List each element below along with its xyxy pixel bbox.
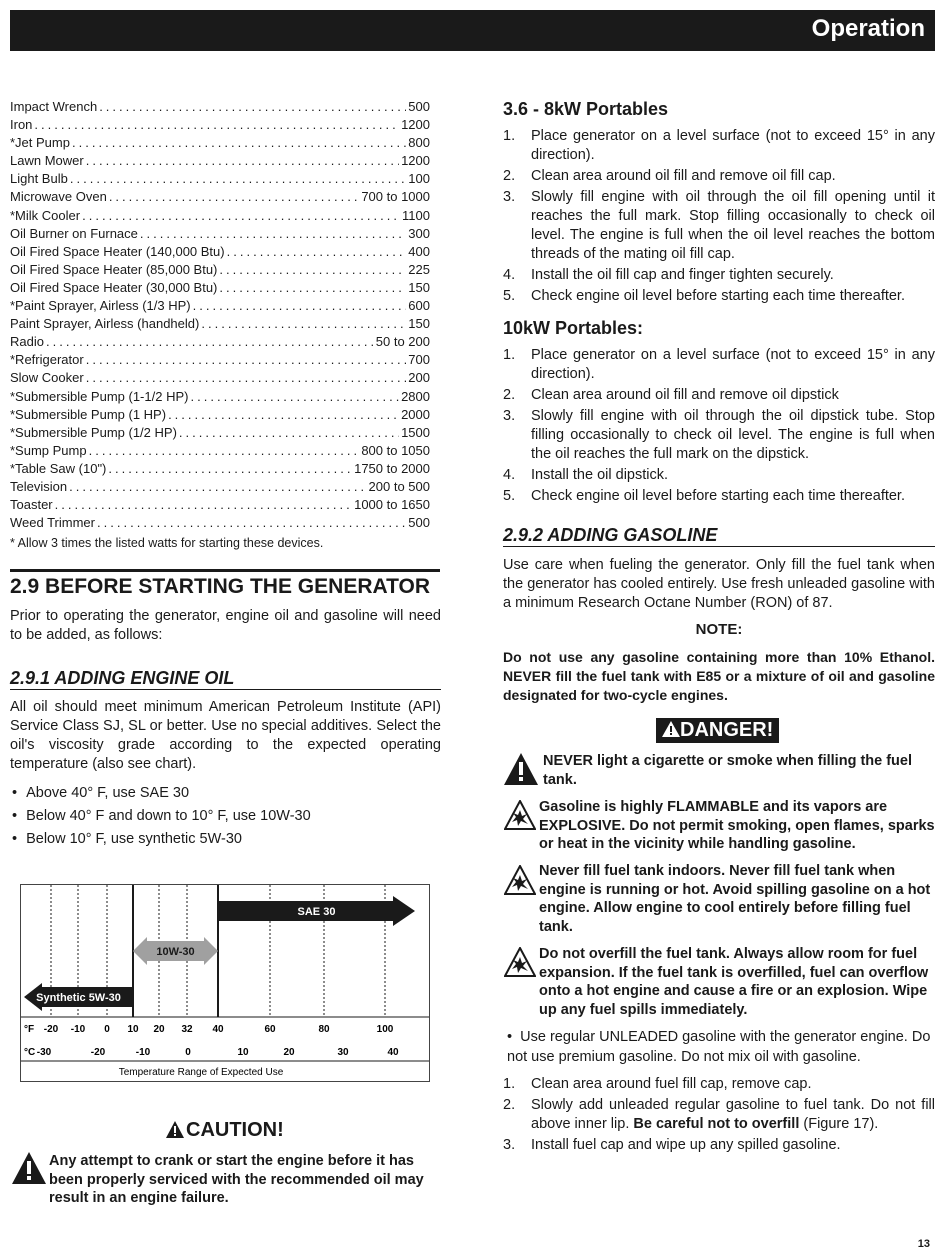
danger-warning-3: Never fill fuel tank indoors. Never fill fuel tank when engine is running or hot. Avoid spilling gasoline on a hot engine. Allow engine to cool entirely before filling fuel tank. (539, 863, 931, 935)
appliance-name: Lawn Mower (10, 153, 84, 169)
list-item: 5. Check engine oil level before starting each time thereafter. (503, 288, 905, 304)
appliance-name: *Sump Pump (10, 442, 87, 458)
list-item: • Below 10° F, use synthetic 5W-30 (12, 828, 442, 851)
watts-value: 200 to 500 (368, 478, 430, 494)
appliance-name: *Table Saw (10") (10, 460, 107, 476)
table-row (10, 369, 430, 387)
appliance-name: Light Bulb (10, 171, 68, 187)
list-item: 2. Clean area around oil fill and remove oil fill cap. (503, 168, 836, 184)
tick-label: 100 (376, 1024, 394, 1035)
dot-leader (89, 442, 360, 460)
table-row (10, 207, 430, 225)
fahrenheit-unit: °F (24, 1024, 35, 1035)
caution-label: CAUTION! (186, 1119, 284, 1141)
list-item: 1. Place generator on a level surface (not to exceed 15° in any direction). (503, 347, 935, 382)
tick-label: -10 (135, 1047, 151, 1058)
tick-label: 20 (153, 1024, 165, 1035)
danger-warning-1: NEVER light a cigarette or smoke when filling the fuel tank. (543, 753, 913, 788)
watts-value: 300 (408, 225, 430, 241)
watts-value: 200 (408, 370, 430, 386)
section-title-2-9-2: 2.9.2 ADDING GASOLINE (503, 525, 935, 547)
dot-leader (193, 297, 407, 315)
series-label: Synthetic 5W-30 (36, 992, 121, 1004)
watts-value: 2800 (401, 388, 430, 404)
danger-triangle-icon (504, 753, 538, 785)
tick-label: -20 (43, 1024, 59, 1035)
appliance-name: Oil Burner on Furnace (10, 225, 138, 241)
tick-label: 30 (337, 1047, 349, 1058)
dot-leader (97, 514, 406, 532)
danger-label: DANGER! (680, 719, 774, 741)
table-row (10, 152, 430, 170)
dot-leader (179, 424, 399, 442)
tick-label: 10 (237, 1047, 249, 1058)
appliance-name: *Submersible Pump (1/2 HP) (10, 424, 177, 440)
series-label: 10W-30 (156, 946, 195, 958)
header-title: Operation (811, 15, 925, 42)
portables-8kw-steps (503, 127, 935, 308)
watts-value: 700 (408, 352, 430, 368)
table-row (10, 279, 430, 297)
chart-svg (21, 885, 429, 1081)
dot-leader (201, 315, 406, 333)
table-row (10, 297, 430, 315)
dot-leader (86, 351, 407, 369)
table-row (10, 261, 430, 279)
table-row (10, 98, 430, 116)
note-text: Do not use any gasoline containing more than 10% Ethanol. NEVER fill the fuel tank with E85 or a mixture of oil and gasoline designated for two-cycle engines. (503, 649, 935, 703)
danger-badge (656, 718, 779, 743)
watts-value: 1000 to 1650 (354, 497, 430, 513)
page-number: 13 (917, 1238, 930, 1250)
section-title-2-9-1: 2.9.1 ADDING ENGINE OIL (10, 668, 441, 690)
list-item: 3. Slowly fill engine with oil through the oil dipstick tube. Stop filling occasionally to check oil level. The engine is full when the oil reaches the full mark on the dipstick. (503, 408, 935, 462)
watts-value: 500 (408, 99, 430, 114)
wattage-note: * Allow 3 times the listed watts for starting these devices. (10, 536, 324, 551)
tick-label: 10 (127, 1024, 139, 1035)
explosion-hazard-icon (504, 947, 536, 977)
celsius-unit: °C (24, 1047, 36, 1058)
watts-value: 1750 to 2000 (354, 460, 430, 476)
dot-leader (69, 478, 366, 496)
dot-leader (227, 243, 407, 261)
explosion-hazard-icon (504, 800, 536, 830)
tick-label: 0 (185, 1047, 191, 1058)
dot-leader (219, 279, 406, 297)
tick-label: 80 (318, 1024, 330, 1035)
oil-bullets (12, 782, 442, 851)
dot-leader (168, 406, 399, 424)
appliance-name: Iron (10, 117, 33, 133)
appliance-name: *Milk Cooler (10, 207, 81, 223)
table-row (10, 460, 430, 478)
watts-value: 600 (408, 298, 430, 314)
x-axis-label: Temperature Range of Expected Use (118, 1067, 284, 1078)
tick-label: 60 (264, 1024, 276, 1035)
appliance-name: Paint Sprayer, Airless (handheld) (10, 316, 200, 332)
table-row (10, 333, 430, 351)
appliance-name: Weed Trimmer (10, 515, 95, 531)
appliance-name: *Submersible Pump (1 HP) (10, 406, 167, 422)
list-item: 1. Place generator on a level surface (not to exceed 15° in any direction). (503, 128, 935, 163)
wattage-table (10, 98, 430, 552)
watts-value: 800 (408, 135, 430, 151)
tick-label: -30 (36, 1047, 52, 1058)
watts-value: 800 to 1050 (361, 442, 430, 458)
watts-value: 2000 (401, 406, 430, 422)
appliance-name: Oil Fired Space Heater (140,000 Btu) (10, 243, 225, 259)
dot-leader (70, 170, 406, 188)
table-row (10, 170, 430, 188)
watts-value: 1200 (401, 117, 430, 133)
appliance-name: *Jet Pump (10, 135, 70, 151)
tick-label: 40 (212, 1024, 224, 1035)
watts-value: 500 (408, 515, 430, 531)
watts-value: 50 to 200 (375, 334, 430, 350)
table-row (10, 134, 430, 152)
portables-10kw-title: 10kW Portables: (503, 318, 644, 338)
watts-value: 150 (408, 279, 430, 295)
section-2-9-intro: Prior to operating the generator, engine oil and gasoline will need to be added, as follows: (10, 608, 441, 643)
dot-leader (55, 496, 352, 514)
watts-value: 225 (408, 261, 430, 277)
list-item: • Below 40° F and down to 10° F, use 10W-30 (12, 805, 442, 828)
dot-leader (72, 134, 406, 152)
tick-label: -10 (70, 1024, 86, 1035)
dot-leader (46, 333, 374, 351)
section-2-9-2-body: Use care when fueling the generator. Only fill the fuel tank when the generator has cooled entirely. Use fresh unleaded gasoline with a minimum Research Octane Number (RON) of 87. (503, 557, 935, 611)
table-row (10, 424, 430, 442)
gas-bullet: • Use regular UNLEADED gasoline with the generator engine. Do not use premium gasoline. Do not mix oil with gasoline. (507, 1029, 931, 1065)
tick-label: 0 (104, 1024, 110, 1035)
section-divider (10, 569, 440, 572)
list-item: 2. Clean area around oil fill and remove oil dipstick (503, 387, 839, 403)
table-row (10, 496, 430, 514)
warning-triangle-icon (166, 1121, 184, 1138)
section-title-2-9: 2.9 BEFORE STARTING THE GENERATOR (10, 575, 431, 598)
dot-leader (82, 207, 400, 225)
dot-leader (86, 369, 407, 387)
note-label: NOTE: (695, 621, 743, 638)
danger-warning-4: Do not overfill the fuel tank. Always allow room for fuel expansion. If the fuel tank is overfilled, fuel can overflow onto a hot engine and cause a fire or an explosion. Wipe up any fuel spills immediately. (539, 946, 929, 1018)
appliance-name: Toaster (10, 497, 53, 513)
list-item: 3. Slowly fill engine with oil through the oil fill opening until it reaches the full mark. Stop filling occasionally to check oil level. The engine is full when the oil level reaches the bottom threads of the mating oil fill cap. (503, 189, 935, 262)
list-item: 4. Install the oil dipstick. (503, 467, 669, 483)
fire-hazard-icon (504, 865, 536, 895)
table-row (10, 442, 430, 460)
list-item: 3. Install fuel cap and wipe up any spilled gasoline. (503, 1137, 841, 1153)
watts-value: 150 (408, 316, 430, 332)
appliance-name: Impact Wrench (10, 99, 98, 114)
gas-steps (503, 1075, 935, 1157)
appliance-name: Radio (10, 334, 44, 350)
table-row (10, 188, 430, 206)
appliance-name: Oil Fired Space Heater (85,000 Btu) (10, 261, 218, 277)
watts-value: 100 (408, 171, 430, 187)
header-bar (10, 10, 935, 51)
series-label: SAE 30 (297, 906, 336, 918)
table-row (10, 315, 430, 333)
list-item: 5. Check engine oil level before starting each time thereafter. (503, 488, 905, 504)
watts-value: 1500 (401, 424, 430, 440)
table-row (10, 388, 430, 406)
table-row (10, 406, 430, 424)
appliance-name: Oil Fired Space Heater (30,000 Btu) (10, 279, 218, 295)
list-item: 1. Clean area around fuel fill cap, remove cap. (503, 1076, 812, 1092)
appliance-name: Microwave Oven (10, 189, 107, 205)
tick-label: 20 (283, 1047, 295, 1058)
appliance-name: *Paint Sprayer, Airless (1/3 HP) (10, 298, 191, 314)
table-row (10, 243, 430, 261)
watts-value: 700 to 1000 (361, 189, 430, 205)
caution-triangle-icon (12, 1152, 46, 1184)
dot-leader (86, 152, 399, 170)
dot-leader (99, 98, 406, 116)
watts-value: 400 (408, 243, 430, 259)
tick-label: 32 (181, 1024, 193, 1035)
caution-text: Any attempt to crank or start the engine before it has been properly serviced with the recommended oil may result in an engine failure. (49, 1153, 424, 1206)
table-row (10, 116, 430, 134)
appliance-name: *Submersible Pump (1-1/2 HP) (10, 388, 189, 404)
bullet-icon: • (507, 1029, 521, 1045)
dot-leader (34, 116, 399, 134)
table-row (10, 351, 430, 369)
appliance-name: *Refrigerator (10, 352, 84, 368)
danger-warning-2: Gasoline is highly FLAMMABLE and its vapors are EXPLOSIVE. Do not permit smoking, open flames, sparks or heat in the vicinity while handling gasoline. (539, 799, 935, 852)
tick-label: -20 (90, 1047, 106, 1058)
dot-leader (109, 188, 360, 206)
watts-value: 1200 (401, 153, 430, 169)
watts-value: 1100 (402, 207, 430, 223)
table-row (10, 514, 430, 532)
dot-leader (108, 460, 352, 478)
appliance-name: Television (10, 478, 68, 494)
portables-8kw-title: 3.6 - 8kW Portables (503, 99, 669, 119)
section-2-9-1-body: All oil should meet minimum American Petroleum Institute (API) Service Class SJ, SL or better. Use no special additives. Select the oil's viscosity grade according to the expected operating temperature (also see chart). (10, 699, 441, 772)
table-row (10, 478, 430, 496)
table-row (10, 225, 430, 243)
portables-10kw-steps (503, 346, 935, 508)
dot-leader (219, 261, 406, 279)
list-item: • Above 40° F, use SAE 30 (12, 782, 442, 805)
list-item: 4. Install the oil fill cap and finger tighten securely. (503, 267, 834, 283)
appliance-name: Slow Cooker (10, 370, 84, 386)
warning-triangle-icon (662, 721, 680, 737)
oil-viscosity-chart (20, 884, 430, 1082)
tick-label: 40 (387, 1047, 399, 1058)
dot-leader (140, 225, 406, 243)
list-item: 2. Slowly add unleaded regular gasoline to fuel tank. Do not fill above inner lip. Be careful not to overfill (Figure 17). (503, 1097, 935, 1132)
dot-leader (190, 388, 399, 406)
